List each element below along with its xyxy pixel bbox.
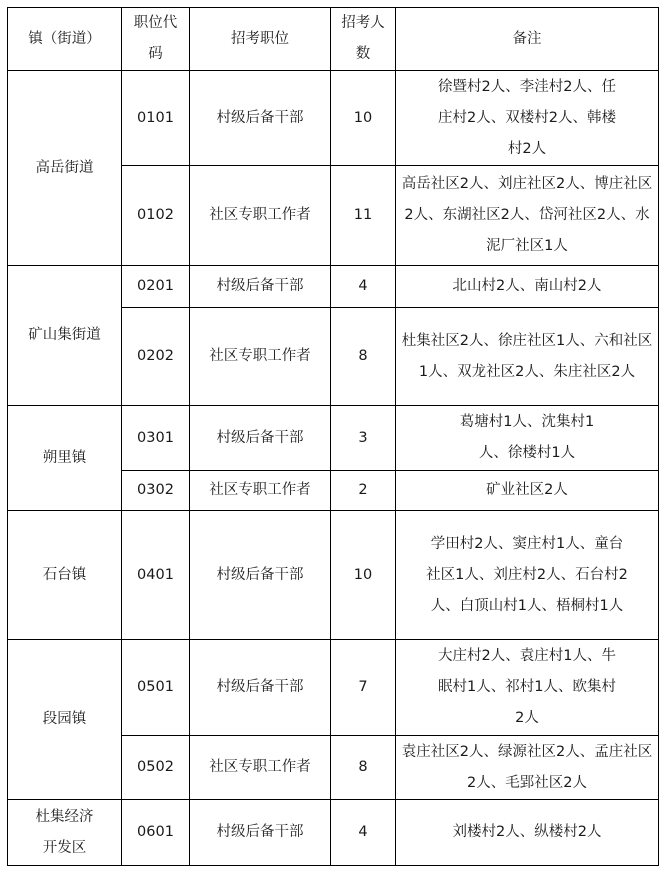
count-cell: 11 [331, 166, 396, 266]
code-cell: 0501 [122, 640, 190, 736]
town-cell: 杜集经济开发区 [8, 800, 122, 866]
note-cell: 矿业社区2人 [396, 471, 659, 511]
code-cell: 0101 [122, 71, 190, 166]
note-cell: 徐暨村2人、李洼村2人、任庄村2人、双楼村2人、韩楼村2人 [396, 71, 659, 166]
note-cell: 学田村2人、窦庄村1人、童台社区1人、刘庄村2人、石台村2人、白顶山村1人、梧桐村1人 [396, 511, 659, 640]
note-cell: 杜集社区2人、徐庄社区1人、六和社区1人、双龙社区2人、朱庄社区2人 [396, 308, 659, 406]
note-cell: 大庄村2人、袁庄村1人、牛眠村1人、祁村1人、欧集村2人 [396, 640, 659, 736]
code-cell: 0202 [122, 308, 190, 406]
count-cell: 3 [331, 406, 396, 471]
code-cell: 0502 [122, 736, 190, 800]
town-cell: 朔里镇 [8, 406, 122, 511]
count-cell: 2 [331, 471, 396, 511]
code-cell: 0201 [122, 266, 190, 308]
position-cell: 村级后备干部 [190, 71, 331, 166]
position-cell: 村级后备干部 [190, 640, 331, 736]
header-count: 招考人数 [331, 8, 396, 71]
table-row [8, 800, 659, 866]
code-cell: 0302 [122, 471, 190, 511]
table-row [8, 406, 659, 471]
header-position: 招考职位 [190, 8, 331, 71]
header-code: 职位代码 [122, 8, 190, 71]
position-cell: 社区专职工作者 [190, 471, 331, 511]
position-cell: 社区专职工作者 [190, 308, 331, 406]
count-cell: 4 [331, 266, 396, 308]
town-cell: 高岳街道 [8, 71, 122, 266]
table-row [8, 511, 659, 640]
town-cell: 段园镇 [8, 640, 122, 800]
count-cell: 10 [331, 71, 396, 166]
header-note: 备注 [396, 8, 659, 71]
town-cell: 矿山集街道 [8, 266, 122, 406]
position-cell: 社区专职工作者 [190, 736, 331, 800]
count-cell: 8 [331, 736, 396, 800]
header-row [8, 8, 659, 71]
code-cell: 0401 [122, 511, 190, 640]
position-cell: 村级后备干部 [190, 406, 331, 471]
position-cell: 村级后备干部 [190, 800, 331, 866]
header-town: 镇（街道） [8, 8, 122, 71]
code-cell: 0102 [122, 166, 190, 266]
code-cell: 0601 [122, 800, 190, 866]
count-cell: 10 [331, 511, 396, 640]
table-row [8, 71, 659, 166]
note-cell: 葛塘村1人、沈集村1人、徐楼村1人 [396, 406, 659, 471]
note-cell: 高岳社区2人、刘庄社区2人、博庄社区2人、东湖社区2人、岱河社区2人、水泥厂社区1人 [396, 166, 659, 266]
count-cell: 7 [331, 640, 396, 736]
position-cell: 社区专职工作者 [190, 166, 331, 266]
note-cell: 袁庄社区2人、绿源社区2人、孟庄社区2人、毛郢社区2人 [396, 736, 659, 800]
code-cell: 0301 [122, 406, 190, 471]
note-cell: 北山村2人、南山村2人 [396, 266, 659, 308]
town-cell: 石台镇 [8, 511, 122, 640]
note-cell: 刘楼村2人、纵楼村2人 [396, 800, 659, 866]
table-row [8, 266, 659, 308]
recruitment-table [7, 7, 659, 866]
count-cell: 8 [331, 308, 396, 406]
position-cell: 村级后备干部 [190, 266, 331, 308]
count-cell: 4 [331, 800, 396, 866]
position-cell: 村级后备干部 [190, 511, 331, 640]
table-row [8, 640, 659, 736]
